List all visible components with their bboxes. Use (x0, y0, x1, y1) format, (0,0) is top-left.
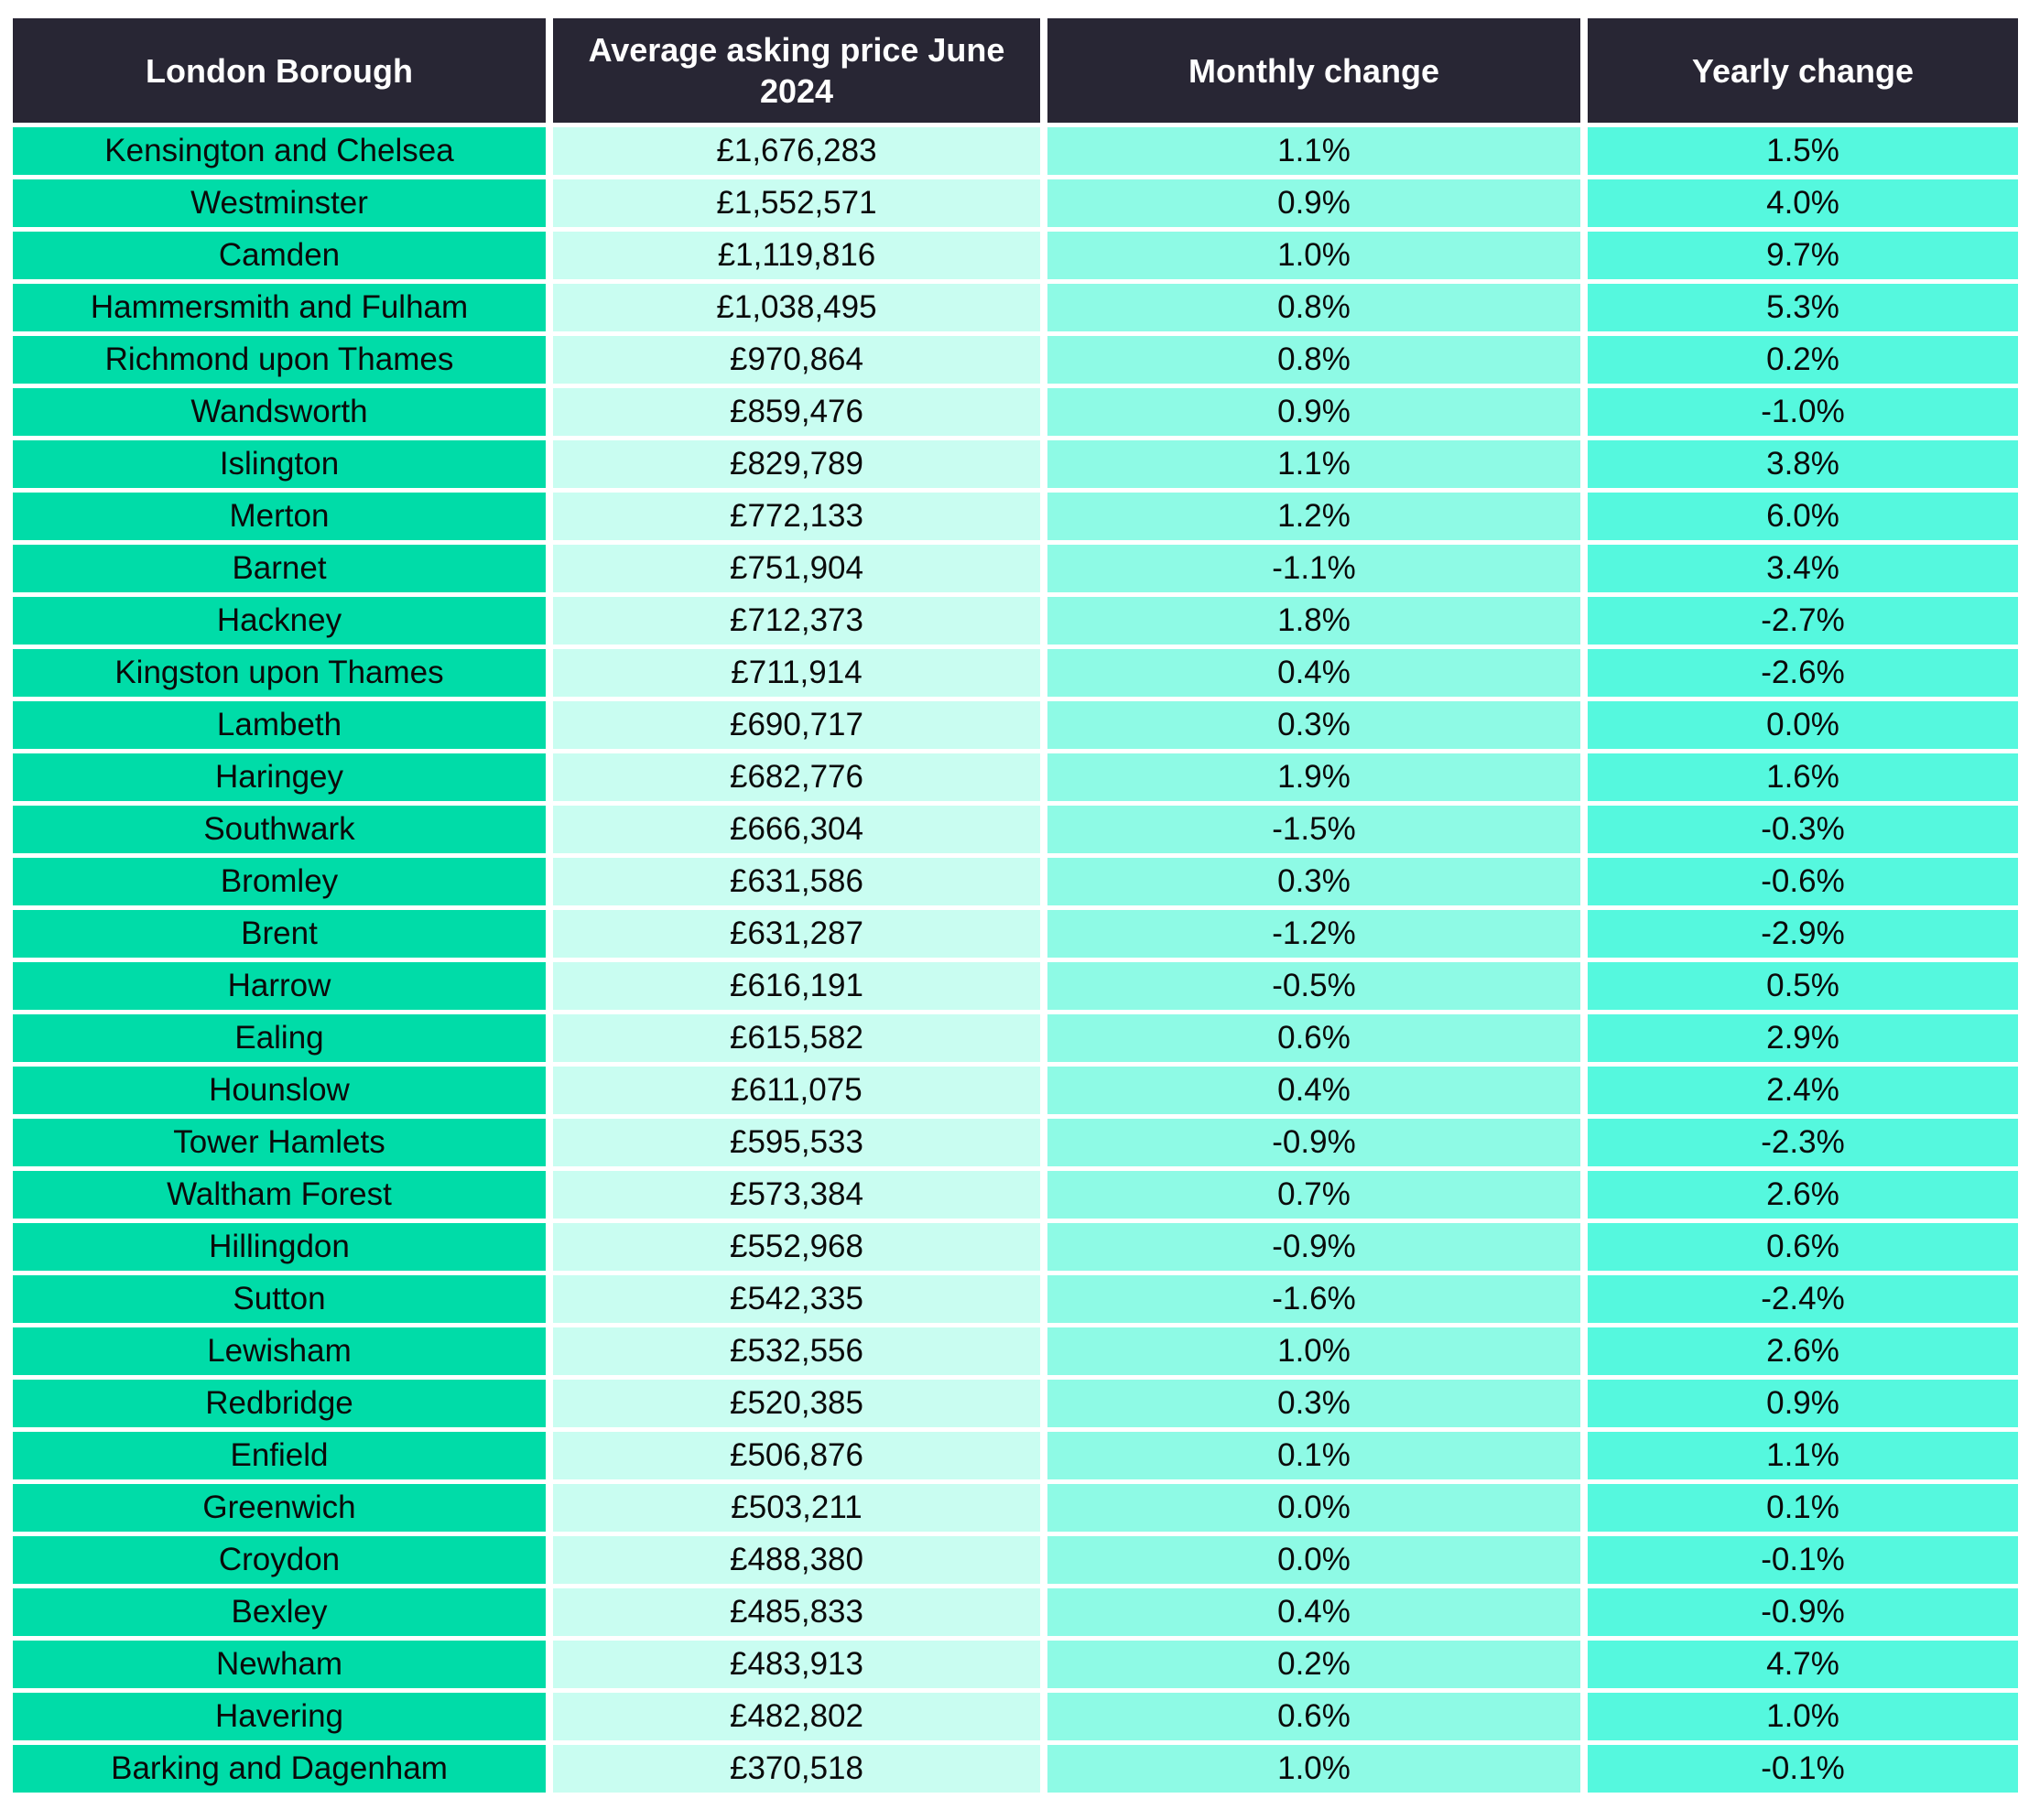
table-row (13, 336, 2018, 384)
column-header-monthly-change (1047, 18, 1580, 123)
price-cell: £615,582 (553, 1014, 1040, 1062)
price-cell: £751,904 (553, 545, 1040, 592)
yearly-change-cell: 0.6% (1588, 1223, 2018, 1271)
table-row (13, 1536, 2018, 1584)
table-row (13, 545, 2018, 592)
table-row (13, 284, 2018, 331)
table-row (13, 179, 2018, 227)
price-cell: £711,914 (553, 649, 1040, 697)
column-header-average-asking-price (553, 18, 1040, 123)
yearly-change-cell: 0.9% (1588, 1380, 2018, 1427)
monthly-change-cell: -1.5% (1047, 806, 1580, 853)
monthly-change-cell: 1.2% (1047, 493, 1580, 540)
borough-cell: Brent (13, 910, 546, 958)
borough-cell: Lewisham (13, 1327, 546, 1375)
borough-cell: Tower Hamlets (13, 1119, 546, 1166)
monthly-change-cell: 0.0% (1047, 1536, 1580, 1584)
column-header-yearly-change-label: Yearly change (1691, 51, 1915, 90)
table-row (13, 388, 2018, 436)
price-cell: £532,556 (553, 1327, 1040, 1375)
yearly-change-cell: 2.9% (1588, 1014, 2018, 1062)
borough-cell: Newham (13, 1641, 546, 1688)
price-cell: £552,968 (553, 1223, 1040, 1271)
yearly-change-cell: 1.5% (1588, 127, 2018, 175)
table-row (13, 1327, 2018, 1375)
monthly-change-cell: 0.6% (1047, 1014, 1580, 1062)
borough-cell: Merton (13, 493, 546, 540)
price-cell: £631,586 (553, 858, 1040, 905)
yearly-change-cell: -0.6% (1588, 858, 2018, 905)
table-row (13, 1588, 2018, 1636)
yearly-change-cell: -0.1% (1588, 1536, 2018, 1584)
yearly-change-cell: 5.3% (1588, 284, 2018, 331)
price-cell: £573,384 (553, 1171, 1040, 1219)
price-cell: £631,287 (553, 910, 1040, 958)
table-body (13, 127, 2018, 1793)
borough-cell: Hounslow (13, 1067, 546, 1114)
price-cell: £690,717 (553, 701, 1040, 749)
monthly-change-cell: -1.6% (1047, 1275, 1580, 1323)
table-row (13, 127, 2018, 175)
monthly-change-cell: 0.0% (1047, 1484, 1580, 1532)
borough-cell: Waltham Forest (13, 1171, 546, 1219)
yearly-change-cell: 4.0% (1588, 179, 2018, 227)
borough-cell: Lambeth (13, 701, 546, 749)
yearly-change-cell: -2.3% (1588, 1119, 2018, 1166)
table-row (13, 1641, 2018, 1688)
yearly-change-cell: 6.0% (1588, 493, 2018, 540)
monthly-change-cell: -0.9% (1047, 1223, 1580, 1271)
price-cell: £616,191 (553, 962, 1040, 1010)
borough-cell: Croydon (13, 1536, 546, 1584)
yearly-change-cell: 1.1% (1588, 1432, 2018, 1479)
monthly-change-cell: 0.8% (1047, 284, 1580, 331)
monthly-change-cell: 0.4% (1047, 1067, 1580, 1114)
monthly-change-cell: 1.1% (1047, 440, 1580, 488)
yearly-change-cell: 4.7% (1588, 1641, 2018, 1688)
borough-cell: Havering (13, 1693, 546, 1740)
price-cell: £1,038,495 (553, 284, 1040, 331)
price-cell: £970,864 (553, 336, 1040, 384)
monthly-change-cell: -0.9% (1047, 1119, 1580, 1166)
table-row (13, 597, 2018, 645)
price-cell: £542,335 (553, 1275, 1040, 1323)
monthly-change-cell: -1.2% (1047, 910, 1580, 958)
price-cell: £859,476 (553, 388, 1040, 436)
monthly-change-cell: 0.2% (1047, 1641, 1580, 1688)
borough-cell: Westminster (13, 179, 546, 227)
monthly-change-cell: 1.0% (1047, 1745, 1580, 1793)
yearly-change-cell: 1.6% (1588, 753, 2018, 801)
yearly-change-cell: -0.3% (1588, 806, 2018, 853)
table-row (13, 1014, 2018, 1062)
monthly-change-cell: 0.4% (1047, 649, 1580, 697)
yearly-change-cell: -0.9% (1588, 1588, 2018, 1636)
price-cell: £520,385 (553, 1380, 1040, 1427)
price-cell: £503,211 (553, 1484, 1040, 1532)
price-cell: £1,119,816 (553, 232, 1040, 279)
monthly-change-cell: 0.1% (1047, 1432, 1580, 1479)
yearly-change-cell: 0.5% (1588, 962, 2018, 1010)
monthly-change-cell: 0.4% (1047, 1588, 1580, 1636)
monthly-change-cell: 0.7% (1047, 1171, 1580, 1219)
monthly-change-cell: -0.5% (1047, 962, 1580, 1010)
table-row (13, 962, 2018, 1010)
yearly-change-cell: 2.6% (1588, 1327, 2018, 1375)
column-header-yearly-change (1588, 18, 2018, 123)
table-row (13, 753, 2018, 801)
price-cell: £482,802 (553, 1693, 1040, 1740)
yearly-change-cell: 0.2% (1588, 336, 2018, 384)
price-cell: £666,304 (553, 806, 1040, 853)
column-header-borough (13, 18, 546, 123)
price-cell: £1,676,283 (553, 127, 1040, 175)
yearly-change-cell: -0.1% (1588, 1745, 2018, 1793)
price-cell: £1,552,571 (553, 179, 1040, 227)
table-row (13, 1275, 2018, 1323)
column-header-monthly-change-label: Monthly change (1188, 51, 1439, 90)
borough-cell: Kensington and Chelsea (13, 127, 546, 175)
borough-cell: Sutton (13, 1275, 546, 1323)
borough-cell: Hackney (13, 597, 546, 645)
yearly-change-cell: 9.7% (1588, 232, 2018, 279)
yearly-change-cell: 0.0% (1588, 701, 2018, 749)
borough-cell: Kingston upon Thames (13, 649, 546, 697)
table-row (13, 858, 2018, 905)
price-cell: £488,380 (553, 1536, 1040, 1584)
borough-cell: Ealing (13, 1014, 546, 1062)
column-header-borough-label: London Borough (146, 51, 413, 90)
borough-cell: Hillingdon (13, 1223, 546, 1271)
borough-cell: Barnet (13, 545, 546, 592)
price-cell: £485,833 (553, 1588, 1040, 1636)
price-cell: £611,075 (553, 1067, 1040, 1114)
price-cell: £682,776 (553, 753, 1040, 801)
monthly-change-cell: 1.8% (1047, 597, 1580, 645)
price-cell: £712,373 (553, 597, 1040, 645)
table-row (13, 1484, 2018, 1532)
yearly-change-cell: -1.0% (1588, 388, 2018, 436)
yearly-change-cell: 0.1% (1588, 1484, 2018, 1532)
monthly-change-cell: 0.6% (1047, 1693, 1580, 1740)
monthly-change-cell: 1.1% (1047, 127, 1580, 175)
table-row (13, 806, 2018, 853)
table-row (13, 649, 2018, 697)
yearly-change-cell: -2.7% (1588, 597, 2018, 645)
borough-cell: Southwark (13, 806, 546, 853)
borough-cell: Hammersmith and Fulham (13, 284, 546, 331)
yearly-change-cell: 3.4% (1588, 545, 2018, 592)
borough-cell: Wandsworth (13, 388, 546, 436)
monthly-change-cell: 0.3% (1047, 1380, 1580, 1427)
price-cell: £370,518 (553, 1745, 1040, 1793)
table-row (13, 493, 2018, 540)
table-row (13, 1223, 2018, 1271)
borough-cell: Camden (13, 232, 546, 279)
monthly-change-cell: 1.0% (1047, 232, 1580, 279)
price-cell: £829,789 (553, 440, 1040, 488)
table-row (13, 1067, 2018, 1114)
borough-cell: Richmond upon Thames (13, 336, 546, 384)
table-row (13, 1119, 2018, 1166)
table-row (13, 232, 2018, 279)
table-row (13, 1432, 2018, 1479)
yearly-change-cell: -2.4% (1588, 1275, 2018, 1323)
price-cell: £483,913 (553, 1641, 1040, 1688)
borough-cell: Harrow (13, 962, 546, 1010)
price-cell: £595,533 (553, 1119, 1040, 1166)
borough-cell: Enfield (13, 1432, 546, 1479)
monthly-change-cell: 0.9% (1047, 179, 1580, 227)
column-header-average-asking-price-label: Average asking price June 2024 (588, 31, 1005, 110)
price-cell: £506,876 (553, 1432, 1040, 1479)
monthly-change-cell: 0.9% (1047, 388, 1580, 436)
table-row (13, 1171, 2018, 1219)
monthly-change-cell: 1.9% (1047, 753, 1580, 801)
yearly-change-cell: 3.8% (1588, 440, 2018, 488)
borough-cell: Barking and Dagenham (13, 1745, 546, 1793)
yearly-change-cell: 2.6% (1588, 1171, 2018, 1219)
table-row (13, 1380, 2018, 1427)
yearly-change-cell: 2.4% (1588, 1067, 2018, 1114)
borough-cell: Islington (13, 440, 546, 488)
borough-cell: Greenwich (13, 1484, 546, 1532)
table-row (13, 910, 2018, 958)
yearly-change-cell: -2.9% (1588, 910, 2018, 958)
monthly-change-cell: 0.3% (1047, 701, 1580, 749)
table-row (13, 701, 2018, 749)
monthly-change-cell: 0.3% (1047, 858, 1580, 905)
borough-cell: Haringey (13, 753, 546, 801)
table-header-row (13, 18, 2018, 123)
monthly-change-cell: -1.1% (1047, 545, 1580, 592)
table-row (13, 1693, 2018, 1740)
table-row (13, 1745, 2018, 1793)
price-cell: £772,133 (553, 493, 1040, 540)
borough-cell: Redbridge (13, 1380, 546, 1427)
borough-cell: Bromley (13, 858, 546, 905)
table-row (13, 440, 2018, 488)
monthly-change-cell: 0.8% (1047, 336, 1580, 384)
monthly-change-cell: 1.0% (1047, 1327, 1580, 1375)
yearly-change-cell: 1.0% (1588, 1693, 2018, 1740)
yearly-change-cell: -2.6% (1588, 649, 2018, 697)
borough-cell: Bexley (13, 1588, 546, 1636)
